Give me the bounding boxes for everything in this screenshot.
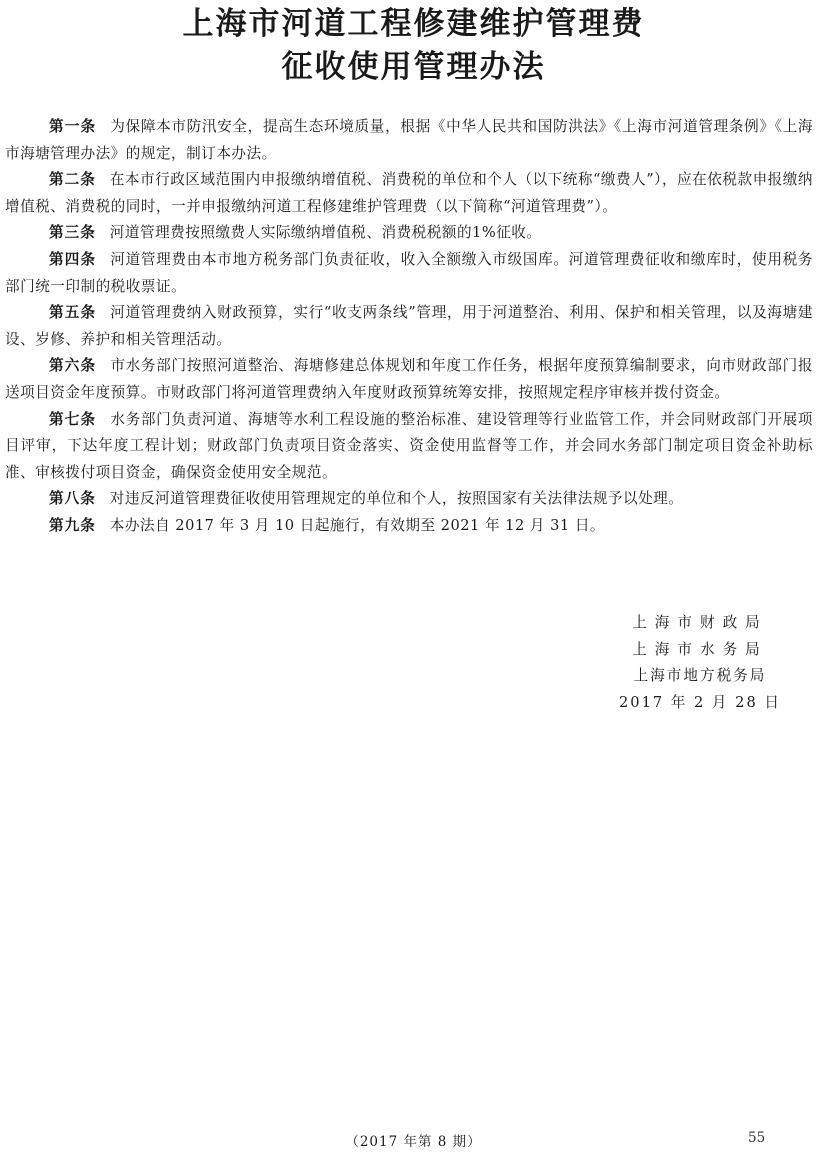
article-number: 第三条	[49, 224, 96, 242]
signature-date: 2017 年 2 月 28 日	[619, 693, 781, 711]
article-number: 第八条	[49, 490, 96, 508]
article-8	[5, 486, 813, 513]
article-text: 对违反河道管理费征收使用管理规定的单位和个人，按照国家有关法律法规予以处理。	[109, 490, 684, 508]
article-number: 第六条	[49, 357, 97, 375]
article-text: 水务部门负责河道、海塘等水利工程设施的整治标准、建设管理等行业监管工作，并会同财政部门开展项目评审，下达年度工程计划；财政部门负责项目资金落实、资金使用监督等工作，并会同水务部门制定项目资金补助标准、审核拨付项目资金，确保资金使用安全规范。	[5, 410, 813, 481]
article-5	[5, 300, 813, 353]
article-number: 第二条	[49, 171, 96, 189]
article-9	[5, 513, 813, 540]
article-text: 河道管理费按照缴费人实际缴纳增值税、消费税税额的1%征收。	[109, 224, 542, 242]
document-title-line-1: 上海市河道工程修建维护管理费	[182, 6, 645, 42]
article-number: 第九条	[49, 516, 96, 534]
article-2	[5, 167, 813, 220]
article-3	[5, 220, 813, 247]
article-number: 第七条	[49, 410, 97, 428]
article-number: 第五条	[49, 304, 97, 322]
issuing-authorities	[600, 610, 800, 716]
document-title-line-2: 征收使用管理办法	[281, 49, 546, 85]
signature-water-bureau: 上海市水务局	[632, 640, 768, 658]
article-6	[5, 353, 813, 406]
footer-issue-number: （2017 年第 8 期）	[345, 1134, 482, 1150]
footer-page-number: 55	[748, 1130, 766, 1146]
article-text: 河道管理费由本市地方税务部门负责征收，收入全额缴入市级国库。河道管理费征收和缴库时，使用税务部门统一印制的税收票证。	[5, 250, 813, 295]
article-text: 市水务部门按照河道整治、海塘修建总体规划和年度工作任务，根据年度预算编制要求，向市财政部门报送项目资金年度预算。市财政部门将河道管理费纳入年度财政预算统筹安排，按照规定程序审核并拨付资金。	[5, 357, 813, 401]
article-number: 第四条	[49, 250, 97, 268]
signature-finance-bureau: 上海市财政局	[632, 614, 768, 631]
signature-tax-bureau: 上海市地方税务局	[633, 667, 767, 685]
article-text: 为保障本市防汛安全，提高生态环境质量，根据《中华人民共和国防洪法》《上海市河道管理条例》《上海市海塘管理办法》的规定，制订本办法。	[5, 118, 813, 162]
article-4	[5, 247, 813, 300]
articles-body	[5, 114, 813, 540]
article-text: 在本市行政区域范围内申报缴纳增值税、消费税的单位和个人（以下统称“缴费人”），应在依税款申报缴纳增值税、消费税的同时，一并申报缴纳河道工程修建维护管理费（以下简称“河道管理费”）。	[5, 171, 813, 215]
article-1	[5, 114, 813, 167]
article-text: 本办法自 2017 年 3 月 10 日起施行，有效期至 2021 年 12 月 31 日。	[109, 516, 606, 534]
article-number: 第一条	[49, 118, 97, 135]
article-7	[5, 407, 813, 487]
article-text: 河道管理费纳入财政预算，实行“收支两条线”管理，用于河道整治、利用、保护和相关管理，以及海塘建设、岁修、养护和相关管理活动。	[5, 304, 813, 348]
